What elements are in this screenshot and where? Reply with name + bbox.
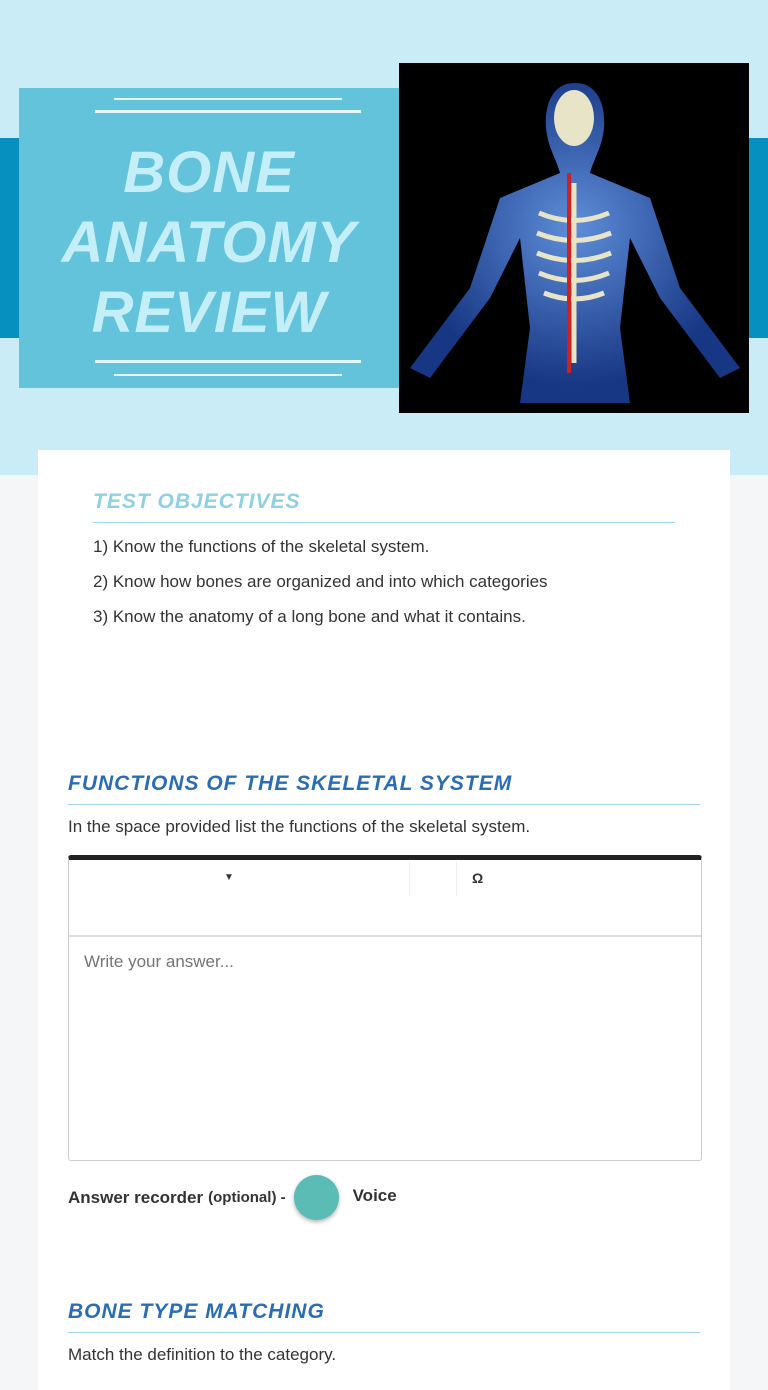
divider (114, 98, 342, 100)
hero-banner (0, 0, 768, 475)
toolbar-separator (409, 862, 410, 896)
recorder-optional: (optional) - (208, 1189, 286, 1206)
section-heading: BONE TYPE MATCHING (68, 1300, 700, 1333)
objective-item: 1) Know the functions of the skeletal system. (93, 537, 430, 556)
dropdown-caret-icon[interactable]: ▼ (224, 872, 234, 883)
objective-item: 2) Know how bones are organized and into which categories (93, 572, 548, 591)
record-button[interactable] (294, 1175, 339, 1220)
banner-stripe (0, 138, 20, 338)
banner-stripe (748, 138, 768, 338)
page-title (19, 138, 399, 348)
special-character-button[interactable]: Ω (472, 870, 484, 886)
matching-section (68, 1300, 700, 1365)
voice-label: Voice (352, 1185, 397, 1205)
answer-editor (68, 855, 702, 1161)
section-heading: TEST OBJECTIVES (93, 490, 675, 523)
functions-section (68, 772, 700, 837)
toolbar-separator (456, 862, 457, 896)
answer-textarea[interactable] (69, 937, 699, 1157)
section-heading: FUNCTIONS OF THE SKELETAL SYSTEM (68, 772, 700, 805)
title-box (19, 88, 399, 388)
instruction: Match the definition to the category. (68, 1345, 337, 1364)
editor-toolbar (69, 860, 701, 937)
title-line: BONE (123, 140, 295, 205)
objectives-section (93, 490, 675, 634)
recorder-label: Answer recorder (68, 1187, 204, 1207)
title-line: ANATOMY (61, 210, 357, 275)
skeleton-image (399, 63, 749, 413)
instruction: In the space provided list the functions of the skeletal system. (68, 817, 531, 836)
answer-recorder (68, 1175, 397, 1220)
objective-item: 3) Know the anatomy of a long bone and what it contains. (93, 607, 526, 626)
title-line: REVIEW (91, 280, 327, 345)
divider (95, 360, 361, 363)
divider (95, 110, 361, 113)
content-card (38, 450, 730, 1390)
divider (114, 374, 342, 376)
